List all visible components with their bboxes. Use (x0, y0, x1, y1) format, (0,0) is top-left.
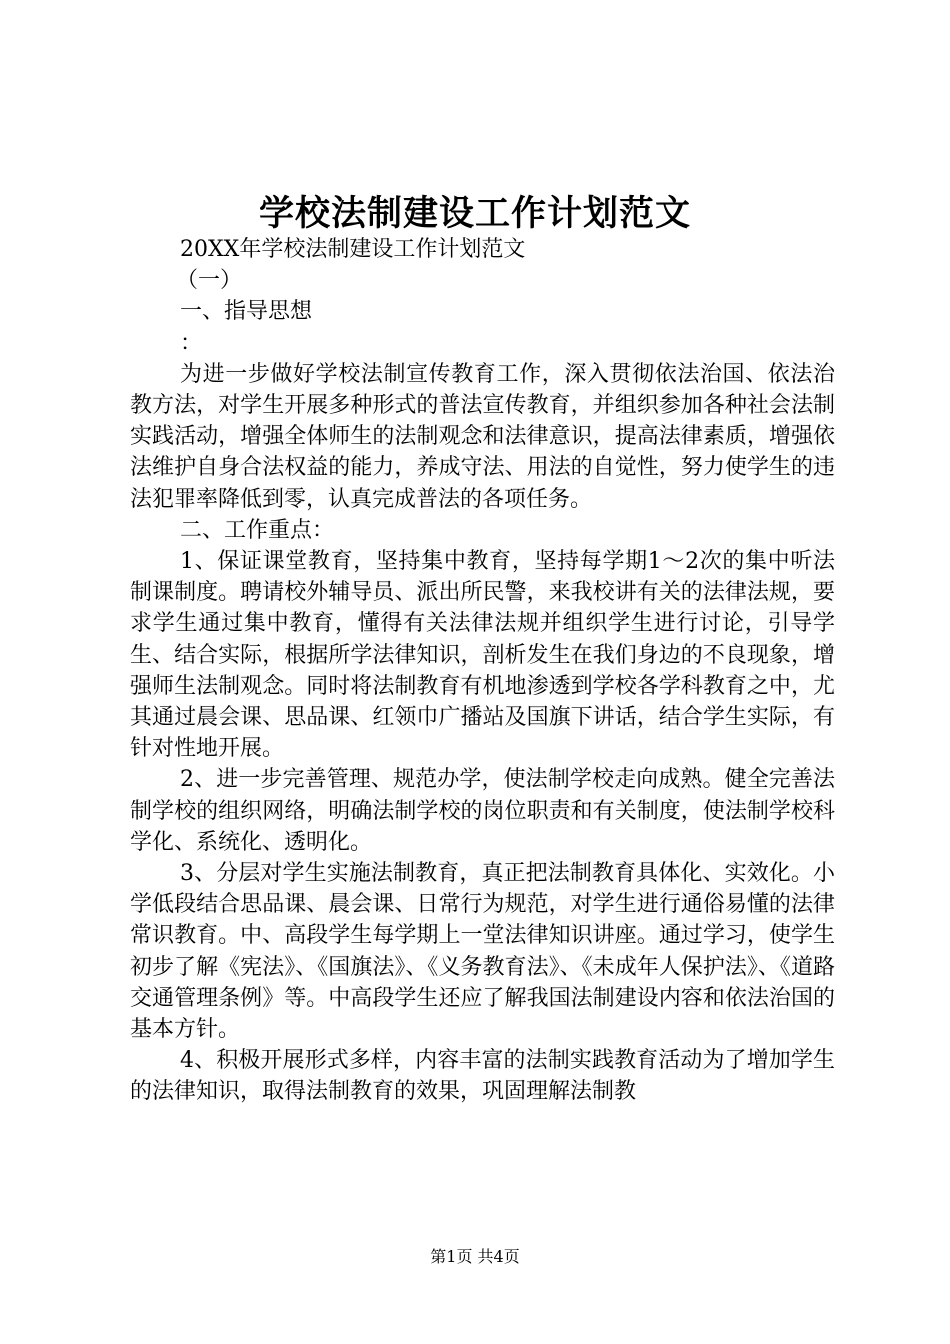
document-title: 学校法制建设工作计划范文 (258, 193, 691, 234)
list-item: 3、分层对学生实施法制教育，真正把法制教育具体化、实效化。小学低段结合思品课、晨会课、日常行为规范，对学生进行通俗易懂的法律常识教育。中、高段学生每学期上一堂法律知识讲座。通过学习，使学生初步了解《宪法》、《国旗法》、《义务教育法》、《未成年人保护法》、《道路交通管理条例》等。中高段学生还应了解我国法制建设内容和依法治国的基本方针。 (130, 861, 835, 1043)
document-subtitle: 20XX年学校法制建设工作计划范文 (180, 237, 526, 262)
paragraph-guiding-ideology: 为进一步做好学校法制宣传教育工作，深入贯彻依法治国、依法治教方法，对学生开展多种形式的普法宣传教育，并组织参加各种社会法制实践活动，增强全体师生的法制观念和法律意识，提高法律素质，增强依法维护自身合法权益的能力，养成守法、用法的自觉性，努力使学生的违法犯罪率降低到零，认真完成普法的各项任务。 (130, 361, 835, 512)
section-heading-guiding-ideology: 一、指导思想 (180, 299, 313, 325)
section-heading-work-focus: 二、工作重点： (180, 517, 335, 543)
section-heading-colon: ： (180, 330, 203, 356)
list-item: 1、保证课堂教育，坚持集中教育，坚持每学期1～2次的集中听法制课制度。聘请校外辅导员、派出所民警，来我校讲有关的法律法规，要求学生通过集中教育，懂得有关法律法规并组织学生进行讨论，引导学生、结合实际，根据所学法律知识，剖析发生在我们身边的不良现象，增强师生法制观念。同时将法制教育有机地渗透到学校各学科教育之中，尤其通过晨会课、思品课、红领巾广播站及国旗下讲话，结合学生实际，有针对性地开展。 (130, 549, 835, 762)
document-body (130, 234, 835, 1108)
list-item: 2、进一步完善管理、规范办学，使法制学校走向成熟。健全完善法制学校的组织网络，明确法制学校的岗位职责和有关制度，使法制学校科学化、系统化、透明化。 (130, 767, 835, 855)
list-item: 4、积极开展形式多样，内容丰富的法制实践教育活动为了增加学生的法律知识，取得法制教育的效果，巩固理解法制教 (130, 1048, 835, 1105)
part-label: （一） (176, 268, 243, 294)
page-indicator: 第1页 共4页 (430, 1247, 520, 1266)
